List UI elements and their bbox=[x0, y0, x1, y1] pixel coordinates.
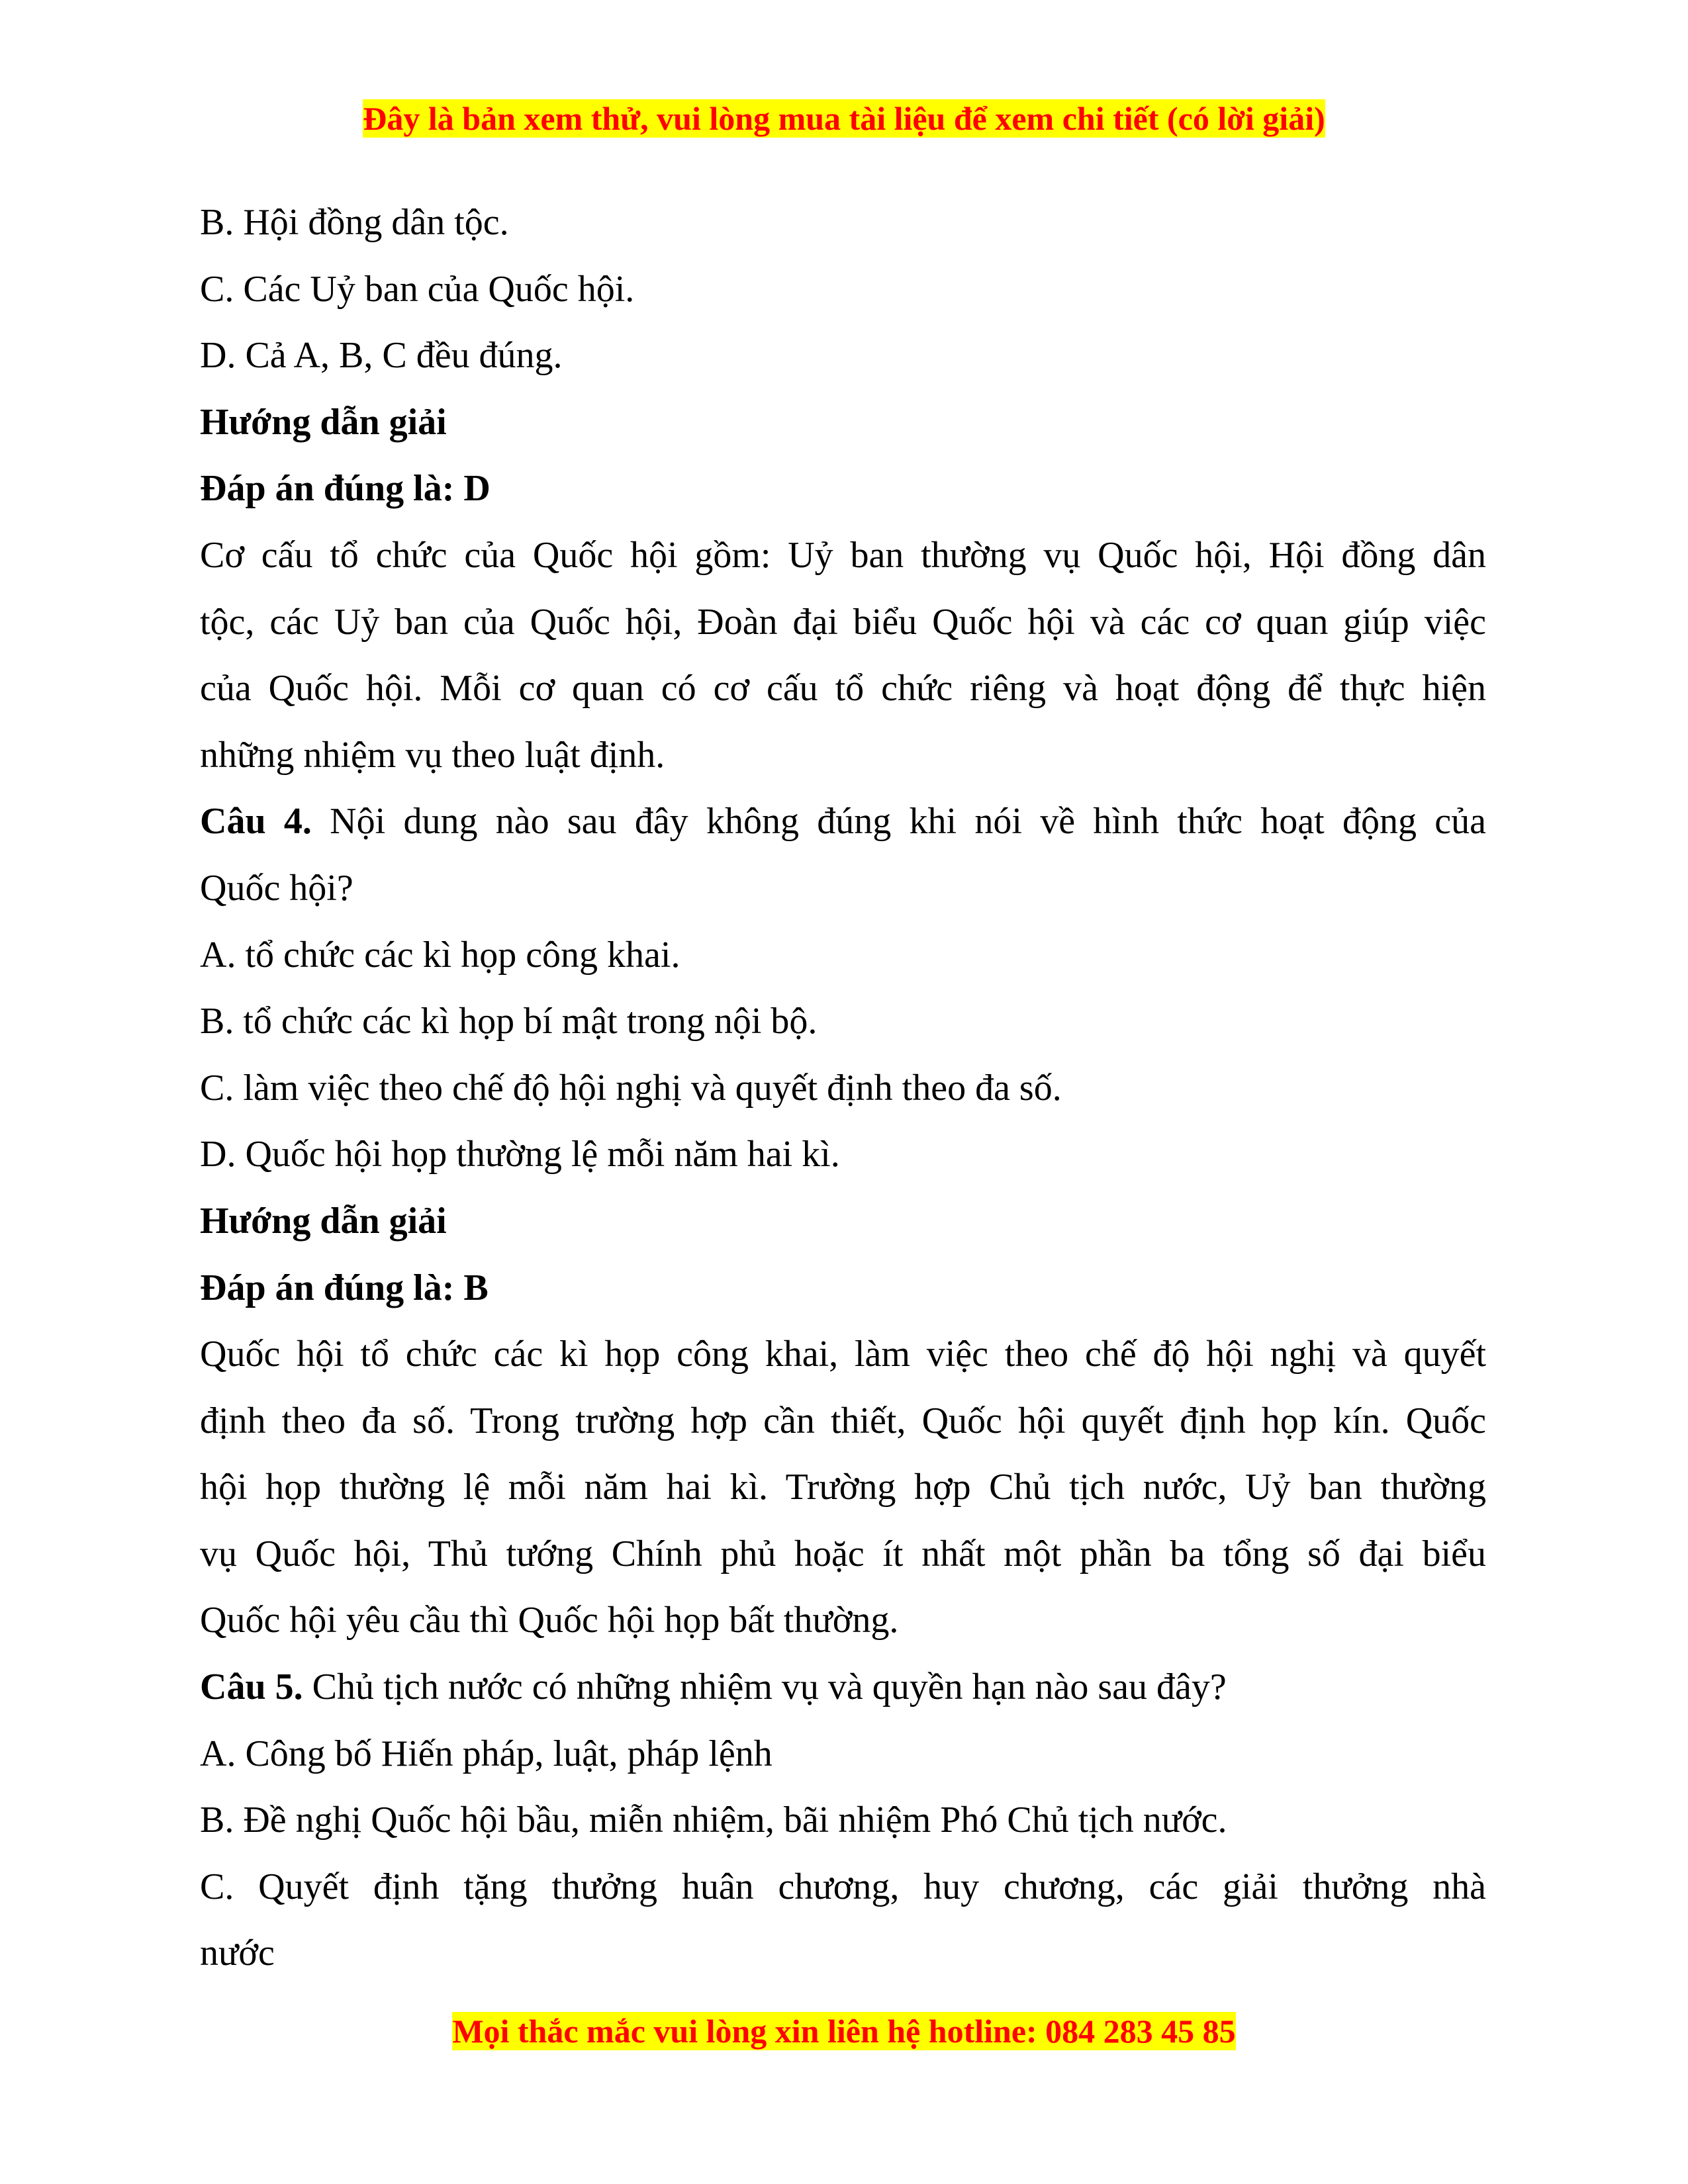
question-stem bbox=[200, 1654, 1486, 1721]
correct-answer: Đáp án đúng là: D bbox=[200, 468, 491, 510]
explanation-line: tộc, các Uỷ ban của Quốc hội, Đoàn đại biểu Quốc hội và các cơ quan giúp việc bbox=[200, 601, 1486, 643]
option-b: B. Đề nghị Quốc hội bầu, miễn nhiệm, bãi nhiệm Phó Chủ tịch nước. bbox=[200, 1799, 1227, 1841]
contact-notice-banner bbox=[0, 2012, 1688, 2050]
preview-notice-text: Đây là bản xem thử, vui lòng mua tài liệu để xem chi tiết (có lời giải) bbox=[363, 100, 1325, 137]
option-b: B. Hội đồng dân tộc. bbox=[200, 202, 509, 243]
question-label: Câu 4. bbox=[200, 801, 312, 842]
explanation-line: định theo đa số. Trong trường hợp cần thiết, Quốc hội quyết định họp kín. Quốc bbox=[200, 1400, 1486, 1441]
explanation-line: Quốc hội yêu cầu thì Quốc hội họp bất thường. bbox=[200, 1600, 899, 1641]
option-d: D. Quốc hội họp thường lệ mỗi năm hai kì. bbox=[200, 1134, 840, 1175]
option-d: D. Cả A, B, C đều đúng. bbox=[200, 335, 563, 377]
explanation-line: những nhiệm vụ theo luật định. bbox=[200, 734, 665, 776]
solution-heading: Hướng dẫn giải bbox=[200, 1200, 447, 1242]
option-c: C. Các Uỷ ban của Quốc hội. bbox=[200, 268, 635, 310]
explanation-line: vụ Quốc hội, Thủ tướng Chính phủ hoặc ít nhất một phần ba tổng số đại biểu bbox=[200, 1533, 1486, 1574]
question-stem bbox=[200, 788, 1486, 855]
question-text: Nội dung nào sau đây không đúng khi nói về hình thức hoạt động của bbox=[311, 801, 1486, 842]
document-body bbox=[200, 189, 1486, 1987]
option-b: B. tổ chức các kì họp bí mật trong nội bộ. bbox=[200, 1001, 818, 1042]
explanation-line: của Quốc hội. Mỗi cơ quan có cơ cấu tổ chức riêng và hoạt động để thực hiện bbox=[200, 668, 1486, 709]
option-c-continued: nước bbox=[200, 1933, 275, 1974]
option-c: C. làm việc theo chế độ hội nghị và quyết định theo đa số. bbox=[200, 1067, 1062, 1109]
option-c: C. Quyết định tặng thưởng huân chương, huy chương, các giải thưởng nhà bbox=[200, 1866, 1486, 1907]
question-label: Câu 5. bbox=[200, 1666, 303, 1708]
explanation-line: Quốc hội tổ chức các kì họp công khai, làm việc theo chế độ hội nghị và quyết bbox=[200, 1334, 1486, 1375]
contact-notice-text: Mọi thắc mắc vui lòng xin liên hệ hotline: 084 283 45 85 bbox=[452, 2013, 1236, 2050]
question-text: Quốc hội? bbox=[200, 867, 353, 909]
option-a: A. tổ chức các kì họp công khai. bbox=[200, 934, 680, 976]
question-text: Chủ tịch nước có những nhiệm vụ và quyền hạn nào sau đây? bbox=[303, 1666, 1227, 1708]
correct-answer: Đáp án đúng là: B bbox=[200, 1267, 489, 1308]
explanation-line: Cơ cấu tổ chức của Quốc hội gồm: Uỷ ban thường vụ Quốc hội, Hội đồng dân bbox=[200, 534, 1486, 576]
preview-notice-banner bbox=[0, 99, 1688, 138]
explanation-line: hội họp thường lệ mỗi năm hai kì. Trường hợp Chủ tịch nước, Uỷ ban thường bbox=[200, 1467, 1486, 1508]
option-a: A. Công bố Hiến pháp, luật, pháp lệnh bbox=[200, 1733, 773, 1774]
solution-heading: Hướng dẫn giải bbox=[200, 401, 447, 443]
